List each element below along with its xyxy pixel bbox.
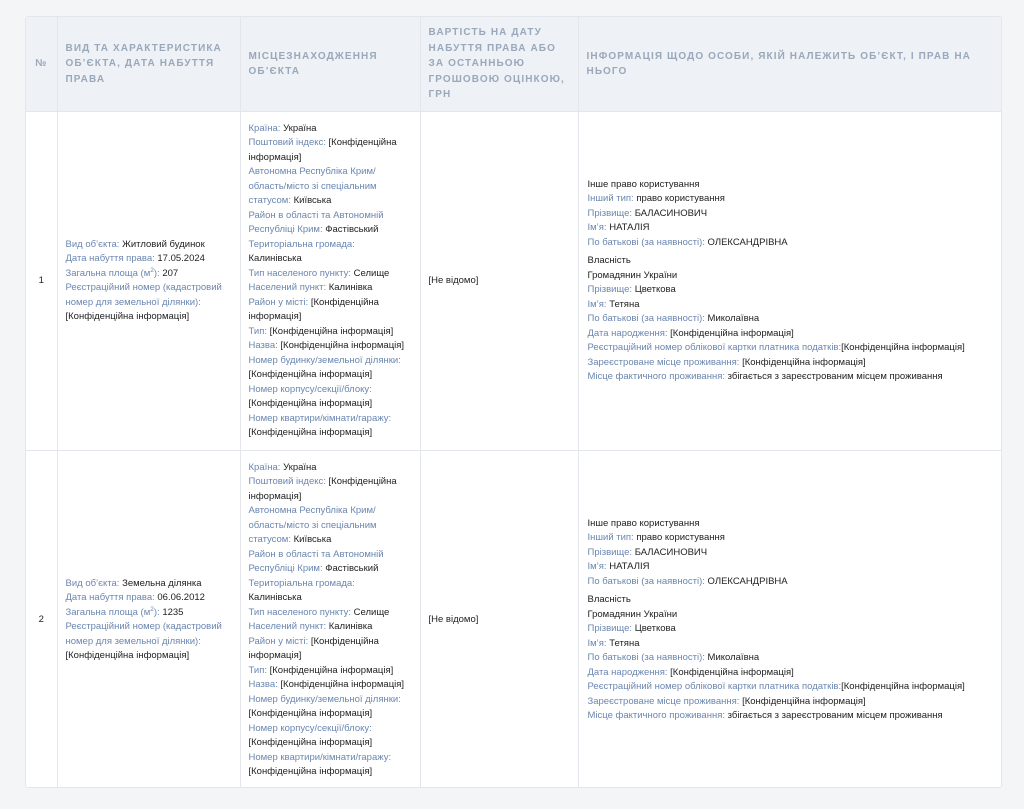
- postal-label: Поштовий індекс:: [248, 137, 326, 148]
- person-group-user: [588, 178, 994, 251]
- person-group-owner: [588, 254, 994, 385]
- postal-value: [Конфіденційна інформація]: [248, 137, 397, 163]
- patronymic-label: По батькові (за наявності):: [587, 313, 705, 324]
- citizenship: Громадянин України: [587, 608, 678, 620]
- name-label: Ім’я:: [587, 561, 607, 572]
- postal-value: [Конфіденційна інформація]: [248, 476, 397, 502]
- patronymic-value: ОЛЕКСАНДРІВНА: [707, 575, 788, 587]
- actual-residence-value: збігається з зареєстрованим місцем проживання: [727, 710, 943, 721]
- person-group-user: [588, 517, 994, 590]
- name-value: НАТАЛІЯ: [609, 561, 650, 572]
- community-label: Територіальна громада:: [248, 238, 355, 250]
- building-label: Номер корпусу/секції/блоку:: [248, 383, 372, 395]
- birth-date-label: Дата народження:: [587, 327, 668, 339]
- surname-label: Прізвище:: [587, 207, 633, 219]
- district-label: Район в області та Автономній Республіці Крим:: [248, 548, 384, 574]
- birth-date-value: [Конфіденційна інформація]: [670, 666, 794, 678]
- street-type-label: Тип:: [248, 325, 267, 337]
- registration-number-value: [Конфіденційна інформація]: [65, 650, 190, 661]
- settlement-type-value: Селище: [353, 606, 390, 618]
- object-cell: [57, 112, 240, 451]
- other-type-value: право користування: [636, 532, 725, 543]
- birth-date-value: [Конфіденційна інформація]: [670, 327, 794, 339]
- street-type-label: Тип:: [248, 664, 267, 676]
- name-label: Ім’я:: [587, 222, 607, 233]
- patronymic-value: ОЛЕКСАНДРІВНА: [707, 236, 788, 248]
- settlement-type-label: Тип населеного пункту:: [248, 267, 352, 279]
- name-value: НАТАЛІЯ: [609, 222, 650, 233]
- other-type-label: Інший тип:: [587, 193, 634, 204]
- other-type-label: Інший тип:: [587, 532, 634, 543]
- city-district-label: Район у місті:: [248, 635, 309, 647]
- surname-value: БАЛАСИНОВИЧ: [634, 546, 708, 558]
- patronymic-value: Миколаївна: [707, 652, 760, 663]
- object-type-label: Вид об’єкта:: [65, 577, 120, 589]
- building-label: Номер корпусу/секції/блоку:: [248, 722, 372, 734]
- acquisition-date-label: Дата набуття права:: [65, 592, 155, 603]
- city-district-value: [Конфіденційна інформація]: [248, 296, 379, 322]
- registered-residence-label: Зареєстроване місце проживання:: [587, 695, 740, 707]
- patronymic-value: Миколаївна: [707, 313, 760, 324]
- country-value: Україна: [283, 461, 317, 473]
- building-value: [Конфіденційна інформація]: [248, 398, 373, 409]
- apartment-value: [Конфіденційна інформація]: [248, 766, 373, 777]
- citizenship: Громадянин України: [587, 269, 678, 281]
- street-name-label: Назва:: [248, 679, 278, 690]
- actual-residence-label: Місце фактичного проживання:: [587, 710, 725, 721]
- settlement-label: Населений пункт:: [248, 282, 327, 293]
- object-cell: [57, 451, 240, 789]
- apartment-label: Номер квартири/кімнати/гаражу:: [248, 412, 392, 424]
- patronymic-label: По батькові (за наявності):: [587, 575, 705, 587]
- birth-date-label: Дата народження:: [587, 666, 668, 678]
- value-cell: [Не відомо]: [420, 112, 578, 451]
- right-type: Власність: [587, 594, 631, 605]
- surname-value: Цветкова: [634, 623, 676, 634]
- settlement-value: Калинівка: [328, 282, 373, 293]
- surname-value: Цветкова: [634, 284, 676, 295]
- area-label: Загальна площа $(м^2)$:: [65, 605, 160, 618]
- table-header-row: [26, 17, 1001, 112]
- surname-label: Прізвище:: [587, 284, 633, 295]
- owner-info-cell: [578, 451, 1001, 789]
- header-location: МІСЦЕЗНАХОДЖЕННЯ ОБ’ЄКТА: [240, 17, 420, 112]
- country-value: Україна: [283, 122, 317, 134]
- area-value: 207: [162, 267, 179, 279]
- table-row: [26, 112, 1001, 451]
- area-value: 1235: [162, 606, 184, 618]
- object-type-value: Житловий будинок: [122, 238, 205, 250]
- registration-number-value: [Конфіденційна інформація]: [65, 311, 190, 322]
- area-label: Загальна площа $(м^2)$:: [65, 266, 160, 279]
- actual-residence-value: збігається з зареєстрованим місцем проживання: [727, 371, 943, 382]
- tax-number-value: [Конфіденційна інформація]: [841, 342, 965, 353]
- right-type: Інше право користування: [587, 517, 700, 529]
- settlement-value: Калинівка: [328, 621, 373, 632]
- header-owner-info: ІНФОРМАЦІЯ ЩОДО ОСОБИ, ЯКІЙ НАЛЕЖИТЬ ОБ’ЄКТ, І ПРАВ НА НЬОГО: [578, 17, 1001, 112]
- tax-number-label: Реєстраційний номер облікової картки платника податків:: [587, 681, 842, 692]
- property-table: [26, 17, 1001, 788]
- right-type: Інше право користування: [587, 178, 700, 190]
- settlement-type-value: Селище: [353, 267, 390, 279]
- registration-number-label: Реєстраційний номер (кадастровий номер для земельної ділянки):: [65, 282, 222, 308]
- community-value: Калинівська: [248, 592, 302, 603]
- name-label: Ім’я:: [587, 298, 607, 310]
- value-cell: [Не відомо]: [420, 451, 578, 789]
- city-district-value: [Конфіденційна інформація]: [248, 635, 379, 661]
- settlement-label: Населений пункт:: [248, 621, 327, 632]
- building-value: [Конфіденційна інформація]: [248, 737, 373, 748]
- street-name-value: [Конфіденційна інформація]: [280, 679, 405, 690]
- header-value: ВАРТІСТЬ НА ДАТУ НАБУТТЯ ПРАВА АБО ЗА ОСТАННЬОЮ ГРОШОВОЮ ОЦІНКОЮ, ГРН: [420, 17, 578, 112]
- region-value: Київська: [293, 534, 332, 545]
- acquisition-date-value: 06.06.2012: [157, 592, 205, 603]
- tax-number-value: [Конфіденційна інформація]: [841, 681, 965, 692]
- house-label: Номер будинку/земельної ділянки:: [248, 693, 401, 705]
- city-district-label: Район у місті:: [248, 296, 309, 308]
- street-name-value: [Конфіденційна інформація]: [280, 340, 405, 351]
- right-type: Власність: [587, 255, 631, 266]
- patronymic-label: По батькові (за наявності):: [587, 236, 705, 248]
- apartment-value: [Конфіденційна інформація]: [248, 427, 373, 438]
- header-number: №: [26, 17, 57, 112]
- location-cell: [240, 112, 420, 451]
- surname-label: Прізвище:: [587, 546, 633, 558]
- apartment-label: Номер квартири/кімнати/гаражу:: [248, 751, 392, 763]
- country-label: Країна:: [248, 122, 281, 134]
- surname-label: Прізвище:: [587, 623, 633, 634]
- object-type-label: Вид об’єкта:: [65, 238, 120, 250]
- header-object-type: ВИД ТА ХАРАКТЕРИСТИКА ОБ’ЄКТА, ДАТА НАБУТТЯ ПРАВА: [57, 17, 240, 112]
- settlement-type-label: Тип населеного пункту:: [248, 606, 352, 618]
- surname-value: БАЛАСИНОВИЧ: [634, 207, 708, 219]
- street-type-value: [Конфіденційна інформація]: [269, 325, 394, 337]
- house-value: [Конфіденційна інформація]: [248, 708, 373, 719]
- name-value: Тетяна: [609, 637, 640, 649]
- other-type-value: право користування: [636, 193, 725, 204]
- actual-residence-label: Місце фактичного проживання:: [587, 371, 725, 382]
- tax-number-label: Реєстраційний номер облікової картки платника податків:: [587, 342, 842, 353]
- house-value: [Конфіденційна інформація]: [248, 369, 373, 380]
- district-value: Фастівський: [325, 563, 379, 574]
- registration-number-label: Реєстраційний номер (кадастровий номер для земельної ділянки):: [65, 621, 222, 647]
- registered-residence-value: [Конфіденційна інформація]: [742, 695, 866, 707]
- declaration-table-card: [25, 16, 1002, 788]
- district-value: Фастівський: [325, 224, 379, 235]
- district-label: Район в області та Автономній Республіці Крим:: [248, 209, 384, 235]
- patronymic-label: По батькові (за наявності):: [587, 652, 705, 663]
- street-name-label: Назва:: [248, 340, 278, 351]
- person-group-owner: [588, 593, 994, 724]
- house-label: Номер будинку/земельної ділянки:: [248, 354, 401, 366]
- postal-label: Поштовий індекс:: [248, 476, 326, 487]
- location-cell: [240, 451, 420, 789]
- region-label: Автономна Республіка Крим/ область/місто зі спеціальним статусом:: [248, 166, 377, 206]
- region-label: Автономна Республіка Крим/ область/місто зі спеціальним статусом:: [248, 505, 377, 545]
- table-row: [26, 451, 1001, 789]
- street-type-value: [Конфіденційна інформація]: [269, 664, 394, 676]
- community-label: Територіальна громада:: [248, 577, 355, 589]
- registered-residence-value: [Конфіденційна інформація]: [742, 356, 866, 368]
- region-value: Київська: [293, 195, 332, 206]
- name-label: Ім’я:: [587, 637, 607, 649]
- object-type-value: Земельна ділянка: [122, 577, 202, 589]
- acquisition-date-value: 17.05.2024: [157, 253, 205, 264]
- country-label: Країна:: [248, 461, 281, 473]
- acquisition-date-label: Дата набуття права:: [65, 253, 155, 264]
- name-value: Тетяна: [609, 298, 640, 310]
- row-number: 1: [26, 112, 57, 451]
- registered-residence-label: Зареєстроване місце проживання:: [587, 356, 740, 368]
- owner-info-cell: [578, 112, 1001, 451]
- row-number: 2: [26, 451, 57, 789]
- community-value: Калинівська: [248, 253, 302, 264]
